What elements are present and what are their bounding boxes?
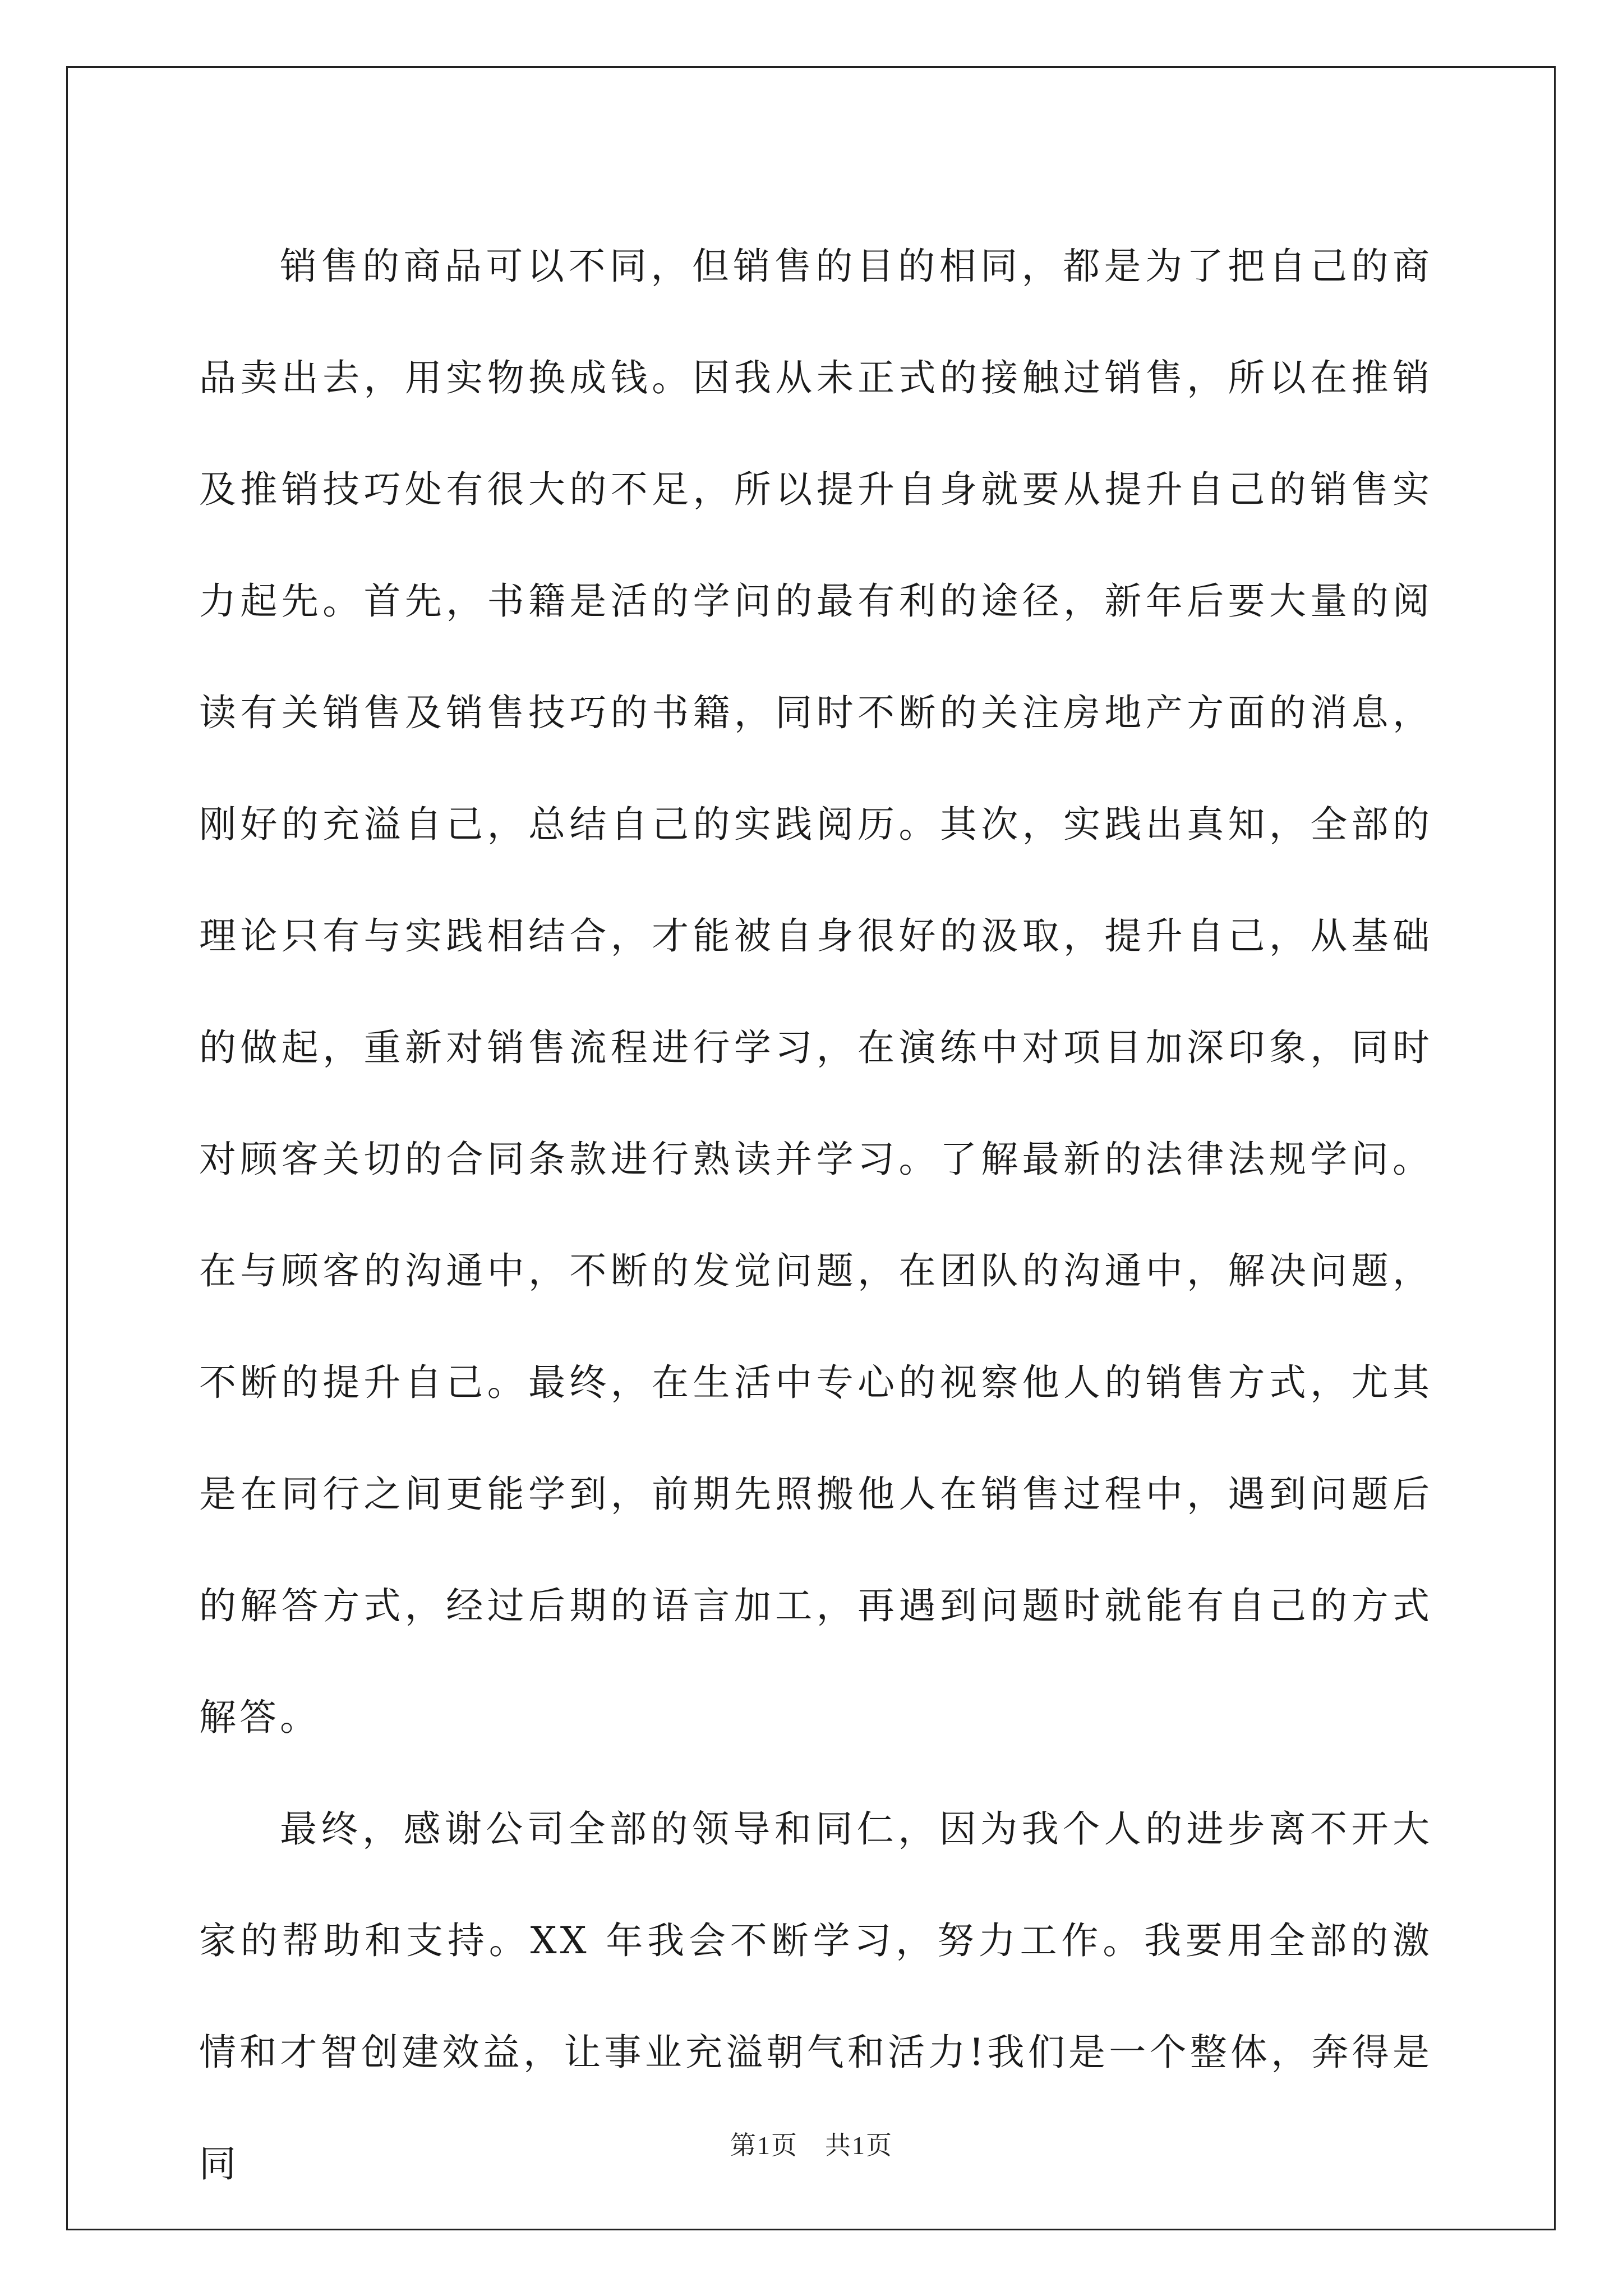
page-number: 第1页 共1页	[730, 2131, 893, 2160]
paragraph-1: 销售的商品可以不同，但销售的目的相同，都是为了把自己的商品卖出去，用实物换成钱。因我从未正式的接触过销售，所以在推销及推销技巧处有很大的不足，所以提升自身就要从提升自己的销售实力起先。首先，书籍是活的学问的最有利的途径，新年后要大量的阅读有关销售及销售技巧的书籍，同时不断的关注房地产方面的消息，刚好的充溢自己，总结自己的实践阅历。其次，实践出真知，全部的理论只有与实践相结合，才能被自身很好的汲取，提升自己，从基础的做起，重新对销售流程进行学习，在演练中对项目加深印象，同时对顾客关切的合同条款进行熟读并学习。了解最新的法律法规学问。在与顾客的沟通中，不断的发觉问题，在团队的沟通中，解决问题，不断的提升自己。最终，在生活中专心的视察他人的销售方式，尤其是在同行之间更能学到，前期先照搬他人在销售过程中，遇到问题后的解答方式，经过后期的语言加工，再遇到问题时就能有自己的方式解答。	[199, 245, 1433, 1739]
paragraph-2: 最终，感谢公司全部的领导和同仁，因为我个人的进步离不开大家的帮助和支持。XX 年我会不断学习，努力工作。我要用全部的激情和才智创建效益，让事业充溢朝气和活力!我们是一个整体，奔得是同	[199, 1807, 1433, 2185]
document-body	[199, 210, 1433, 2220]
